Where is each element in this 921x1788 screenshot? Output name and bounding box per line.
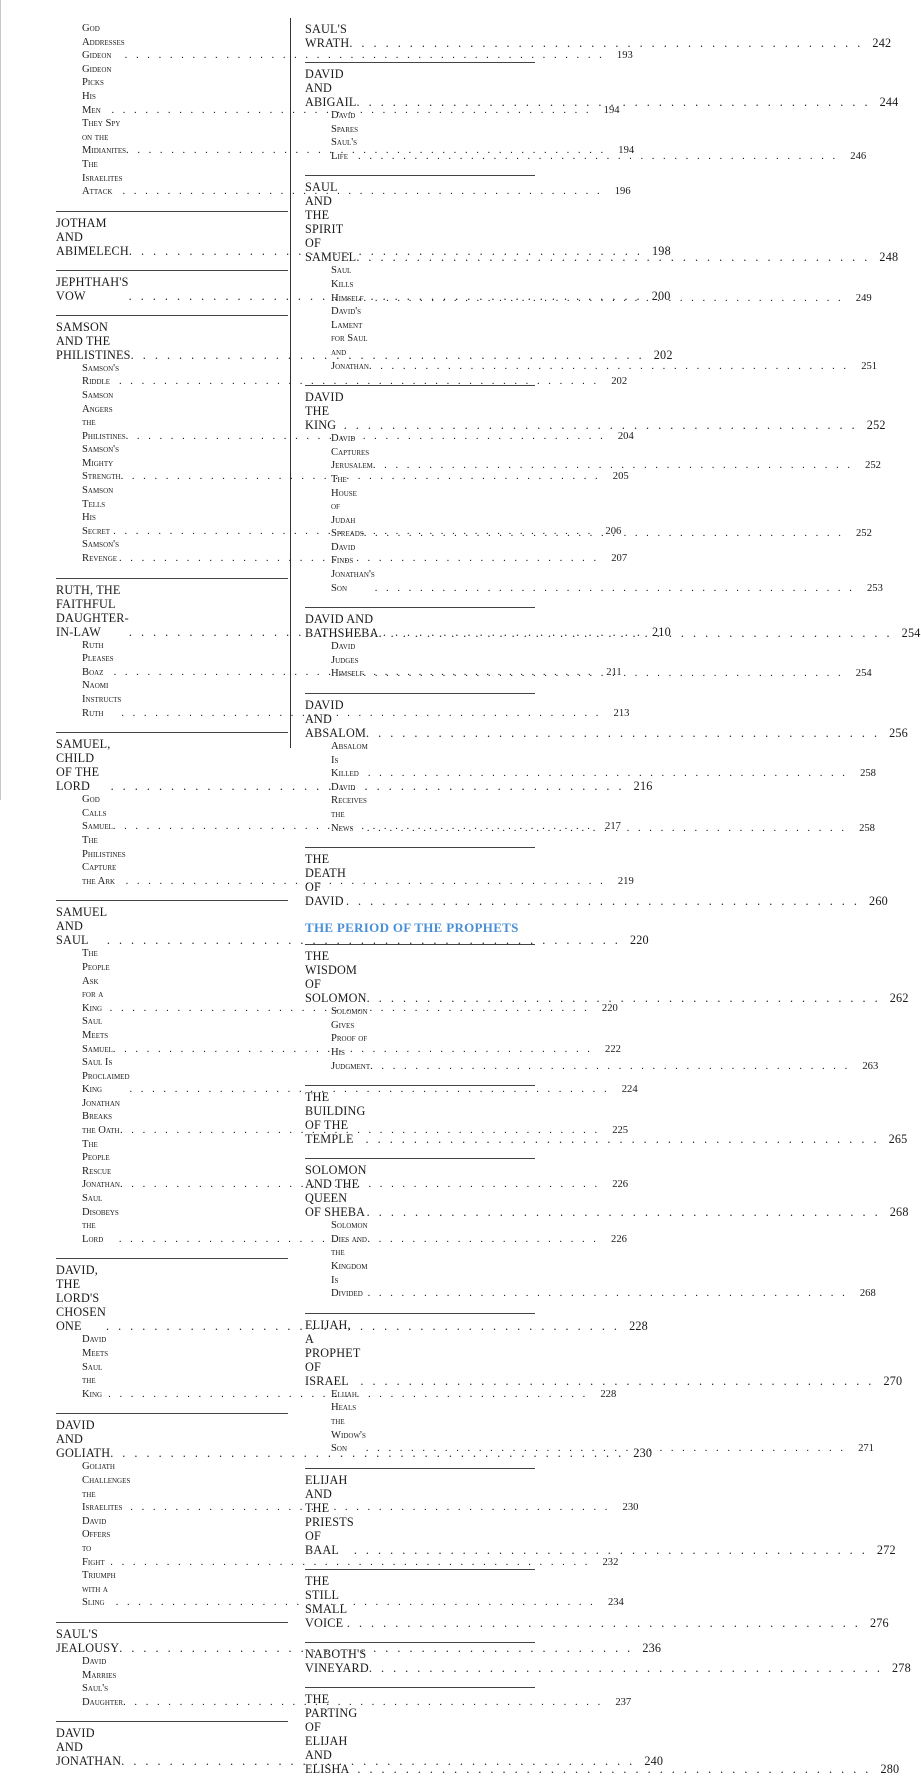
chapter-entry-page-number: 236 [642,1640,662,1655]
story-entry-title: David Marries Saul's Daughter [82,1655,124,1708]
story-entry-title: Saul Is Proclaimed King [82,1057,130,1096]
story-entry-title: Elijah Heals the Widow's Son [331,1388,366,1455]
story-entry-page-number: 263 [862,1060,879,1072]
toc-section [305,22,892,50]
chapter-entry-title: DAVID THE KING [305,390,344,433]
dot-leader [356,250,870,264]
chapter-entry-title: JOTHAM AND ABIMELECH [56,215,129,258]
story-entry-page-number: 268 [859,1288,876,1300]
chapter-entry-page-number: 228 [629,1319,648,1334]
story-entry-title: God Calls Samuel [82,794,113,833]
story-entry-page-number: 228 [600,1388,617,1400]
dot-leader [367,1205,881,1219]
story-entry-page-number: 193 [616,50,633,62]
story-entry-page-number: 204 [617,430,634,442]
story-entry-page-number: 217 [605,821,621,833]
dot-leader [369,360,849,374]
story-entry-page-number: 222 [605,1043,621,1055]
chapter-entry-title: THE PARTING OF ELIJAH AND ELISHA [305,1691,358,1776]
story-entry-title: David Spares Saul's Life [331,110,359,162]
chapter-entry-title: SAUL'S WRATH [305,22,350,50]
dot-leader [366,1132,880,1146]
story-entry-page-number: 251 [861,360,878,372]
chapter-entry-title: DAVID AND BATHSHEBA [305,612,379,641]
section-heading-prophets: THE PERIOD OF THE PROPHETS [305,920,519,936]
column-divider [290,18,291,748]
story-entry-title: Samson's Mighty Strength [82,444,121,483]
chapter-entry-page-number: 202 [653,347,673,362]
story-entry-title: Naomi Instructs Ruth [82,680,122,719]
story-entry-page-number: 220 [601,1002,618,1014]
story-entry-title: The Philistines Capture the Ark [82,834,126,887]
story-entry-page-number: 194 [603,104,620,116]
story-entry-title: David's Lament for Saul and Jonathan [331,306,369,372]
story-entry-title: Solomon Dies and the Kingdom Is Divided [331,1220,368,1300]
story-entry-title: David Receives the News [331,781,367,834]
story-entry-title: Samson's Revenge [82,539,119,565]
story-entry-page-number: 211 [606,666,622,678]
story-entry-title: Saul Meets Samuel [82,1016,113,1055]
dot-leader [375,582,855,596]
story-entry-page-number: 252 [865,460,881,472]
story-entry-title: They Spy on the Midianites [82,118,127,157]
dot-leader [364,292,844,306]
chapter-entry-page-number: 210 [651,624,671,639]
story-entry[interactable] [56,158,631,199]
story-entry-title: Samson Angers the Philistines [82,389,126,442]
chapter-entry-page-number: 278 [891,1660,911,1675]
chapter-entry[interactable] [305,22,892,50]
chapter-entry-page-number: 276 [869,1615,889,1630]
chapter-entry-page-number: 268 [889,1205,909,1220]
chapter-entry-page-number: 220 [629,933,649,948]
chapter-entry-page-number: 260 [869,894,888,909]
story-entry-page-number: 249 [855,292,872,304]
story-entry-page-number: 230 [622,1502,639,1514]
chapter-entry-title: NABOTH'S VINEYARD [305,1646,369,1675]
dot-leader [349,36,863,50]
story-entry-page-number: 226 [611,1233,627,1245]
chapter-entry-title: DAVID AND ABIGAIL [305,67,357,109]
chapter-entry[interactable] [56,1263,648,1334]
dot-leader [370,1060,850,1074]
story-entry[interactable] [305,740,876,781]
dot-leader [360,1374,874,1388]
dot-leader [369,1661,883,1675]
story-entry-page-number: 202 [611,376,628,388]
story-entry-title: The People Ask for a King [82,948,110,1014]
story-entry-page-number: 254 [855,668,872,680]
story-entry-page-number: 253 [866,582,883,594]
chapter-entry-page-number: 230 [633,1446,653,1461]
story-entry-page-number: 194 [618,145,635,157]
story-entry-title: Samson Tells His Secret [82,485,114,537]
dot-leader [347,1616,861,1630]
chapter-entry-page-number: 198 [651,243,671,258]
story-entry-page-number: 225 [612,1125,629,1137]
story-entry-page-number: 226 [612,1179,629,1191]
chapter-entry-title: DAVID AND ABSALOM [305,698,366,741]
story-entry-title: Jonathan Breaks the Oath [82,1097,120,1137]
chapter-entry-page-number: 280 [880,1761,900,1776]
dot-leader [373,459,853,473]
story-entry-page-number: 246 [850,150,867,162]
story-entry-title: God Addresses Gideon [82,23,125,62]
chapter-entry-title: SOLOMON AND THE QUEEN OF SHEBA [305,1163,367,1220]
chapter-entry[interactable] [305,390,886,433]
chapter-entry-page-number: 256 [889,726,908,741]
story-entry-page-number: 207 [611,553,628,565]
chapter-entry-title: SAMUEL AND SAUL [56,905,107,948]
dot-leader [379,626,893,640]
story-entry-title: David Finds Jonathan's Son [331,541,375,594]
story-entry[interactable] [56,1515,619,1569]
chapter-entry[interactable] [56,1626,662,1655]
story-entry-title: Saul Kills Himself [331,265,364,304]
story-entry-page-number: 206 [605,525,622,537]
story-entry-title: Absalom Is Killed [331,741,368,780]
chapter-entry-title: SAMUEL, CHILD OF THE LORD [56,737,111,794]
story-entry-page-number: 252 [855,528,872,540]
story-entry-page-number: 271 [858,1443,874,1455]
chapter-entry-page-number: 262 [889,991,909,1006]
dot-leader [366,726,880,740]
story-entry[interactable] [56,538,628,565]
story-entry-page-number: 196 [614,186,631,198]
dot-leader [354,1543,868,1557]
story-entry-page-number: 258 [860,768,876,780]
chapter-entry-page-number: 216 [633,779,653,794]
dot-leader [367,991,881,1005]
story-entry-page-number: 237 [615,1696,632,1708]
story-entry-page-number: 232 [602,1556,619,1568]
story-entry-page-number: 205 [612,471,629,483]
story-entry-page-number: 213 [613,707,630,719]
chapter-entry-title: DAVID AND JONATHAN [56,1726,122,1769]
story-entry-title: The People Rescue Jonathan [82,1138,120,1191]
chapter-entry-title: JEPHTHAH'S VOW [56,274,129,303]
chapter-entry-page-number: 265 [888,1132,908,1147]
story-entry-title: David Captures Jerusalem [331,433,373,472]
chapter-entry-page-number: 254 [901,626,921,641]
chapter-entry-title: THE BUILDING OF THE TEMPLE [305,1090,366,1147]
story-entry-title: Ruth Pleases Boaz [82,639,114,678]
story-entry[interactable] [56,1460,639,1514]
chapter-entry-page-number: 248 [879,250,899,265]
story-entry-title: Triumph with a Sling [82,1570,116,1609]
chapter-entry-title: DAVID AND GOLIATH [56,1418,111,1461]
chapter-entry-page-number: 270 [883,1373,903,1388]
story-entry-title: David Meets Saul the King [82,1334,109,1400]
chapter-entry-title: SAUL'S JEALOUSY [56,1626,120,1655]
chapter-entry-page-number: 200 [651,288,671,303]
chapter-entry-page-number: 272 [876,1542,896,1557]
chapter-entry-title: SAMSON AND THE PHILISTINES [56,319,131,362]
chapter-entry-page-number: 252 [866,418,886,433]
story-entry[interactable] [56,1192,627,1246]
chapter-entry-title: THE WISDOM OF SOLOMON [305,949,367,1006]
story-entry-title: The House of Judah Spreads [331,473,364,540]
dot-leader [366,1442,846,1456]
story-entry-page-number: 258 [859,822,875,834]
chapter-entry-title: THE DEATH OF DAVID [305,852,346,909]
story-entry-title: Gideon Picks His Men [82,63,112,116]
story-entry-title: David Offers to Fight [82,1515,111,1568]
chapter-entry[interactable] [305,67,899,109]
chapter-entry-page-number: 240 [644,1754,664,1769]
dot-leader [357,1762,871,1776]
story-entry[interactable] [56,362,628,389]
chapter-entry-page-number: 244 [879,95,899,109]
story-entry-title: The Israelites Attack [82,158,123,198]
chapter-entry-title: ELIJAH AND THE PRIESTS OF BAAL [305,1472,354,1557]
story-entry-title: Samson's Riddle [82,362,119,388]
chapter-entry-title: DAVID, THE LORD'S CHOSEN ONE [56,1263,106,1334]
dot-leader [358,150,838,164]
dot-leader [367,822,847,836]
dot-leader [368,767,848,781]
dot-leader [364,527,844,541]
dot-leader [357,95,871,109]
dot-leader [346,894,860,908]
dot-leader [368,1287,848,1301]
story-entry-title: Solomon Gives Proof of His Judgment [331,1006,371,1072]
story-entry-title: David Judges Himself [331,641,364,680]
story-entry-title: Saul Disobeys the Lord [82,1193,119,1245]
story-entry-page-number: 234 [607,1597,624,1609]
dot-leader [364,667,844,681]
story-entry-page-number: 219 [617,875,634,887]
story-entry[interactable] [56,1056,638,1097]
chapter-entry-title: ELIJAH, A PROPHET OF ISRAEL [305,1317,361,1388]
chapter-entry-page-number: 242 [872,36,892,50]
story-entry-title: Goliath Challenges the Israelites [82,1461,131,1514]
dot-leader [344,418,858,432]
chapter-entry-title: RUTH, THE FAITHFUL DAUGHTER-IN-LAW [56,582,129,639]
chapter-entry[interactable] [305,949,909,1006]
chapter-entry-title: THE STILL SMALL VOICE [305,1573,347,1630]
chapter-entry-title: SAUL AND THE SPIRIT OF SAMUEL [305,180,357,265]
story-entry-page-number: 224 [621,1084,638,1096]
